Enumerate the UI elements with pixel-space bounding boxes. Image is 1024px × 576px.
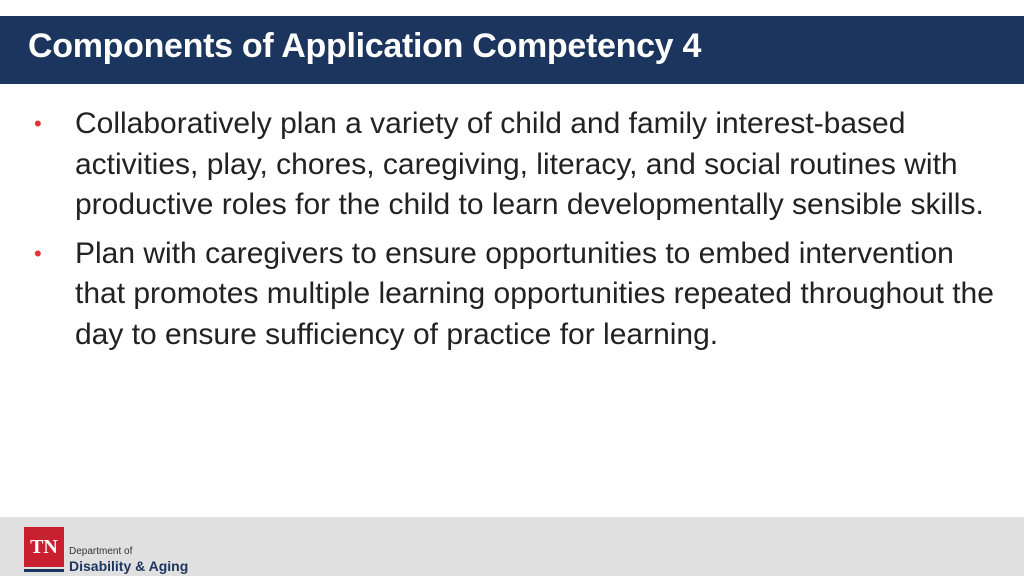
- bullet-item: [34, 234, 994, 356]
- bullet-text: Plan with caregivers to ensure opportunities to embed intervention that promotes multiple learning opportunities repeated throughout the day to ensure sufficiency of practice for learning.: [75, 236, 994, 351]
- department-name: Disability & Aging: [69, 558, 189, 574]
- logo-stripe: [24, 569, 64, 572]
- department-label: Department of: [69, 546, 133, 557]
- slide-title: Components of Application Competency 4: [28, 27, 702, 65]
- bullet-text: Collaboratively plan a variety of child and family interest-based activities, play, chores, caregiving, literacy, and social routines with productive roles for the child to learn developmentally sensible skills.: [75, 107, 984, 221]
- bullet-icon: •: [34, 111, 42, 136]
- bullet-list: [34, 104, 994, 355]
- tn-logo-icon: TN: [24, 527, 64, 567]
- top-strip: [0, 0, 1024, 16]
- bullet-icon: •: [34, 240, 42, 266]
- slide-content: [34, 104, 994, 363]
- bullet-item: [34, 104, 994, 226]
